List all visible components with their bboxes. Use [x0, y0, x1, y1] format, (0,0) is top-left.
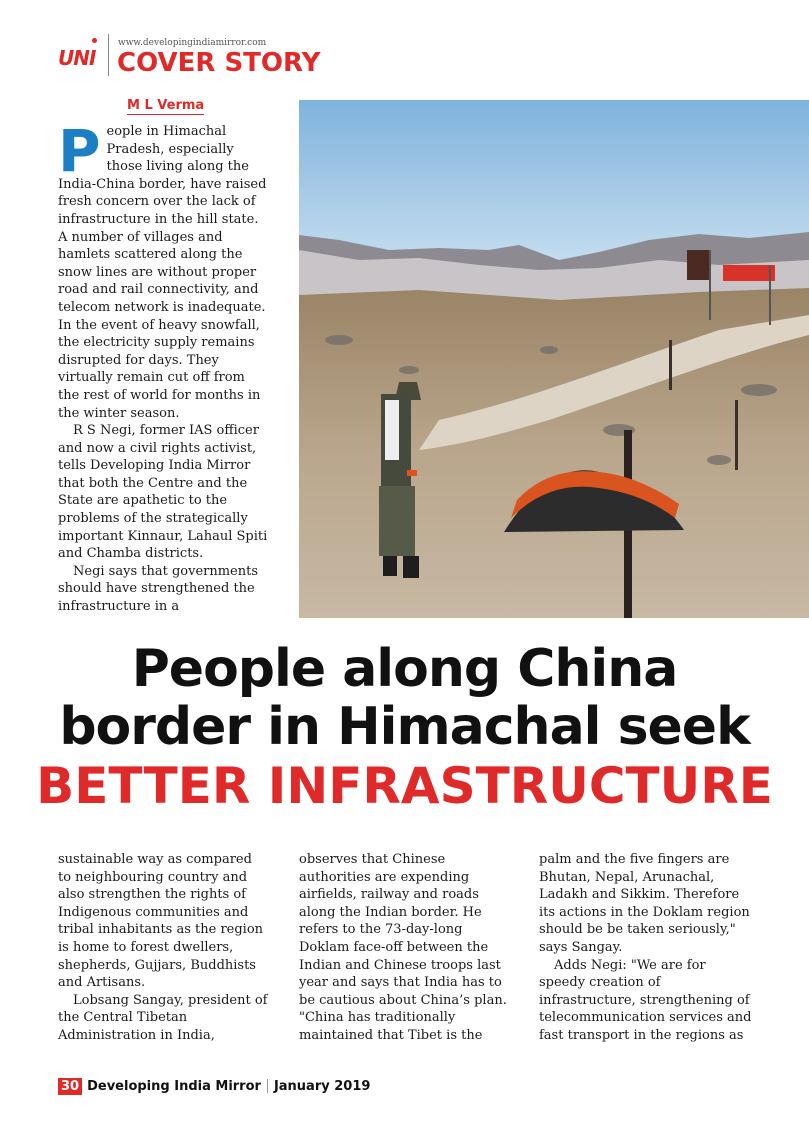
page-footer [58, 1076, 370, 1096]
intro-column [58, 117, 268, 616]
issue-date: January 2019 [273, 1078, 371, 1094]
page-number: 30 [58, 1078, 82, 1095]
intro-paragraph-1-text: eople in Himachal Pradesh, especially those living along the India-China border, have raised fresh concern over the lack of infrastructure in the hill state. A number of villages and hamlets scattered along the snow lines are without proper road and rail connectivity, and telecom network is inadequate. In the event of heavy snowfall, the electricity supply remains disrupted for days. They virtually remain cut off from the rest of world for months in the winter season. [58, 124, 267, 421]
masthead-url: www.developingindiamirror.com [118, 38, 267, 48]
headline-line-2: border in Himachal seek [59, 697, 750, 757]
uni-logo: UNI [58, 46, 96, 70]
intro-paragraph-3: Negi says that governments should have strengthened the infrastructure in a [58, 563, 259, 615]
headline-line-1: People along China [131, 639, 678, 699]
byline: M L Verma [127, 98, 205, 113]
dropcap: P [58, 117, 101, 185]
masthead [58, 30, 358, 82]
publication-name: Developing India Mirror [87, 1078, 261, 1094]
logo-dot-icon [92, 38, 97, 43]
intro-paragraph-1 [58, 117, 268, 422]
body-col3-paragraph-1: palm and the five fingers are Bhutan, Nepal, Arunachal, Ladakh and Sikkim. Therefore its actions in the Doklam region should be be taken seriously," says Sangay. [539, 852, 750, 955]
body-column-1 [58, 851, 268, 1045]
body-column-2 [299, 851, 509, 1045]
headline-line-3: BETTER INFRASTRUCTURE [36, 757, 773, 815]
body-col3-paragraph-2: Adds Negi: "We are for speedy creation of infrastructure, strengthening of telecommunication services and fast transport in the regions as [539, 957, 752, 1043]
body-col1-paragraph-1: sustainable way as compared to neighbouring country and also strengthen the rights of Indigenous communities and tribal inhabitants as the region is home to forest dwellers, shepherds, Gujjars, Buddhists and Artisans. [58, 852, 264, 991]
body-col1-paragraph-2: Lobsang Sangay, president of the Central Tibetan Administration in India, [58, 992, 268, 1043]
body-col2-paragraph-1: observes that Chinese authorities are expending airfields, railway and roads along the Indian border. He refers to the 73-day-long Doklam face-off between the Indian and Chinese troops last year and says that India has to be cautious about China’s plan. "China has traditionally maintained that Tibet is the [299, 852, 507, 1043]
masthead-divider [108, 34, 109, 76]
headline [0, 640, 809, 816]
footer-divider [267, 1079, 268, 1093]
section-title: COVER STORY [117, 48, 321, 78]
border-landscape-photo [299, 100, 809, 618]
body-column-3 [539, 851, 754, 1045]
cover-photo [299, 100, 809, 618]
intro-paragraph-2: R S Negi, former IAS officer and now a civil rights activist, tells Developing India Mirror that both the Centre and the State are apathetic to the problems of the strategically important Kinnaur, Lahaul Spiti and Chamba districts. [58, 423, 268, 562]
